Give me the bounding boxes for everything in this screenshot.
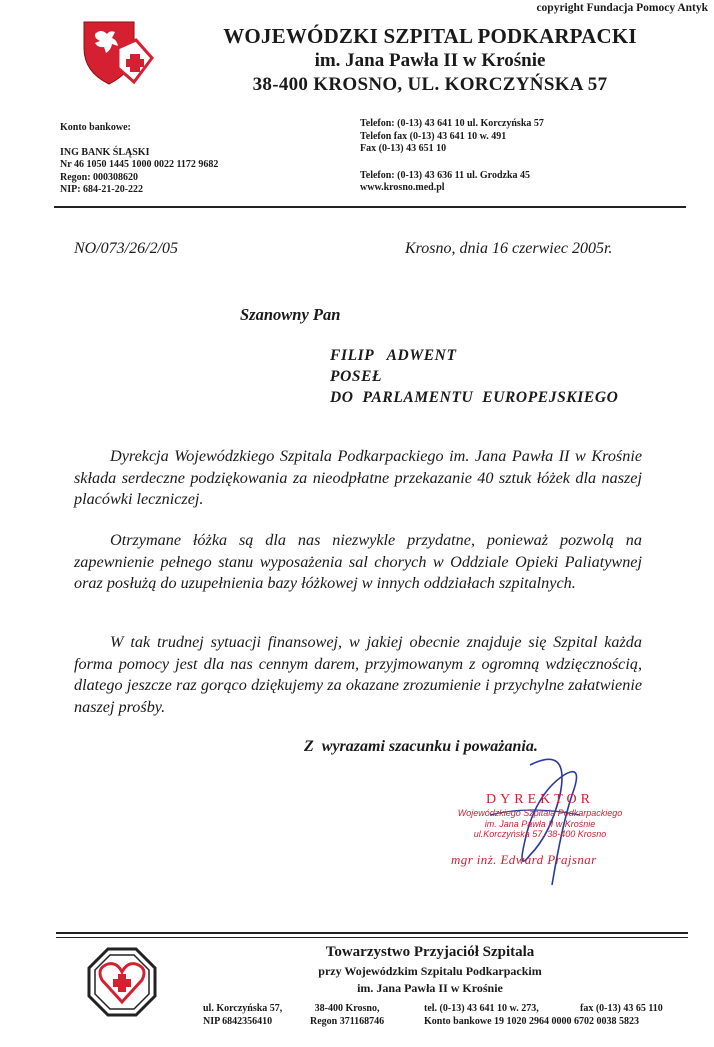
society-name: Towarzystwo Przyjaciół Szpitala [325, 944, 535, 960]
salutation: Szanowny Pan [240, 305, 341, 324]
bank-regon: Regon: 000308620 [60, 171, 139, 183]
stamp-line-3: ul.Korczyńska 57, 38-400 Krosno [473, 829, 607, 839]
copyright-notice: copyright Fundacja Pomocy Antyk [536, 2, 708, 14]
hospital-patron: im. Jana Pawła II w Krośnie [314, 50, 546, 71]
letter-date: Krosno, dnia 16 czerwiec 2005r. [405, 240, 613, 257]
footer-tel: tel. (0-13) 43 641 10 w. 273, [424, 1003, 539, 1014]
footer-address [203, 1002, 282, 1028]
footer-street: ul. Korczyńska 57, [203, 1003, 283, 1014]
bank-nip: NIP: 684-21-20-222 [60, 184, 144, 195]
bank-label: Konto bankowe: [60, 122, 131, 133]
paragraph-2: Otrzymane łóżka są dla nas niezwykle przydatne, ponieważ pozwolą na zapewnienie pełnego stanu wyposażenia sal chorych w Oddziale Opieki Paliatywnej oraz posłużą do uzupełnienia bazy łóżkowej w innych oddziałach szpitalnych. [74, 531, 642, 592]
society-heart-logo [86, 946, 158, 1018]
bank-account: Nr 46 1050 1445 1000 0022 1172 9682 [60, 159, 219, 170]
hospital-crest-logo [80, 18, 156, 92]
footer-divider-thin [56, 937, 688, 938]
bank-details [60, 122, 218, 197]
recipient-block [330, 345, 618, 408]
fax-2: Fax (0-13) 43 651 10 [360, 143, 447, 154]
recipient-title: POSEŁ [330, 368, 383, 385]
fax-1: Telefon fax (0-13) 43 641 10 w. 491 [360, 130, 507, 142]
recipient-institution: DO PARLAMENTU EUROPEJSKIEGO [330, 389, 619, 406]
reference-number: NO/073/26/2/05 [74, 240, 179, 257]
footer-city: 38-400 Krosno, [314, 1003, 380, 1014]
stamp-title: DYREKTOR [486, 792, 594, 807]
society-patron: im. Jana Pawła II w Krośnie [357, 981, 503, 995]
contact-details [360, 118, 544, 195]
phone-1: Telefon: (0-13) 43 641 10 ul. Korczyńska 57 [360, 118, 544, 129]
footer-account: Konto bankowe 19 1020 2964 0000 6702 0038 5823 [424, 1016, 640, 1027]
bank-name: ING BANK ŚLĄSKI [60, 146, 150, 158]
footer-divider-thick [56, 932, 688, 934]
website: www.krosno.med.pl [360, 182, 445, 193]
society-affiliation: przy Wojewódzkim Szpitalu Podkarpackim [318, 964, 542, 978]
director-stamp [440, 792, 640, 840]
stamp-line-2: im. Jana Pawła II w Krośnie [484, 818, 596, 829]
paragraph-1: Dyrekcja Wojewódzkiego Szpitala Podkarpackiego im. Jana Pawła II w Krośnie składa serdeczne podziękowania za nieodpłatne przekazanie 40 sztuk łóżek dla naszej placówki leczniczej. [74, 447, 642, 508]
closing-phrase: Z wyrazami szacunku i poważania. [304, 738, 538, 755]
stamp-line-1: Wojewódzkiego Szpitala Podkarpackiego [457, 808, 623, 818]
recipient-name: FILIP ADWENT [330, 347, 457, 364]
stamp-signatory-name: mgr inż. Edward Prajsnar [451, 852, 597, 867]
hospital-name: WOJEWÓDZKI SZPITAL PODKARPACKI [223, 24, 637, 48]
paragraph-3: W tak trudnej sytuacji finansowej, w jakiej obecnie znajduje się Szpital każda forma pomocy jest dla nas cennym darem, przyjmowanym z ogromną wdzięcznością, dlatego jeszcze raz gorąco dziękujemy za okazane zrozumienie i przychylne załatwienie naszej prośby. [74, 633, 642, 716]
hospital-address: 38-400 KROSNO, UL. KORCZYŃSKA 57 [252, 74, 608, 95]
footer-regon: Regon 371168746 [310, 1016, 385, 1027]
header-divider [54, 206, 686, 208]
footer-city-block [310, 1002, 384, 1028]
footer-fax: fax (0-13) 43 65 110 [580, 1003, 663, 1014]
phone-2: Telefon: (0-13) 43 636 11 ul. Grodzka 45 [360, 169, 531, 181]
footer-nip: NIP 6842356410 [203, 1016, 273, 1027]
